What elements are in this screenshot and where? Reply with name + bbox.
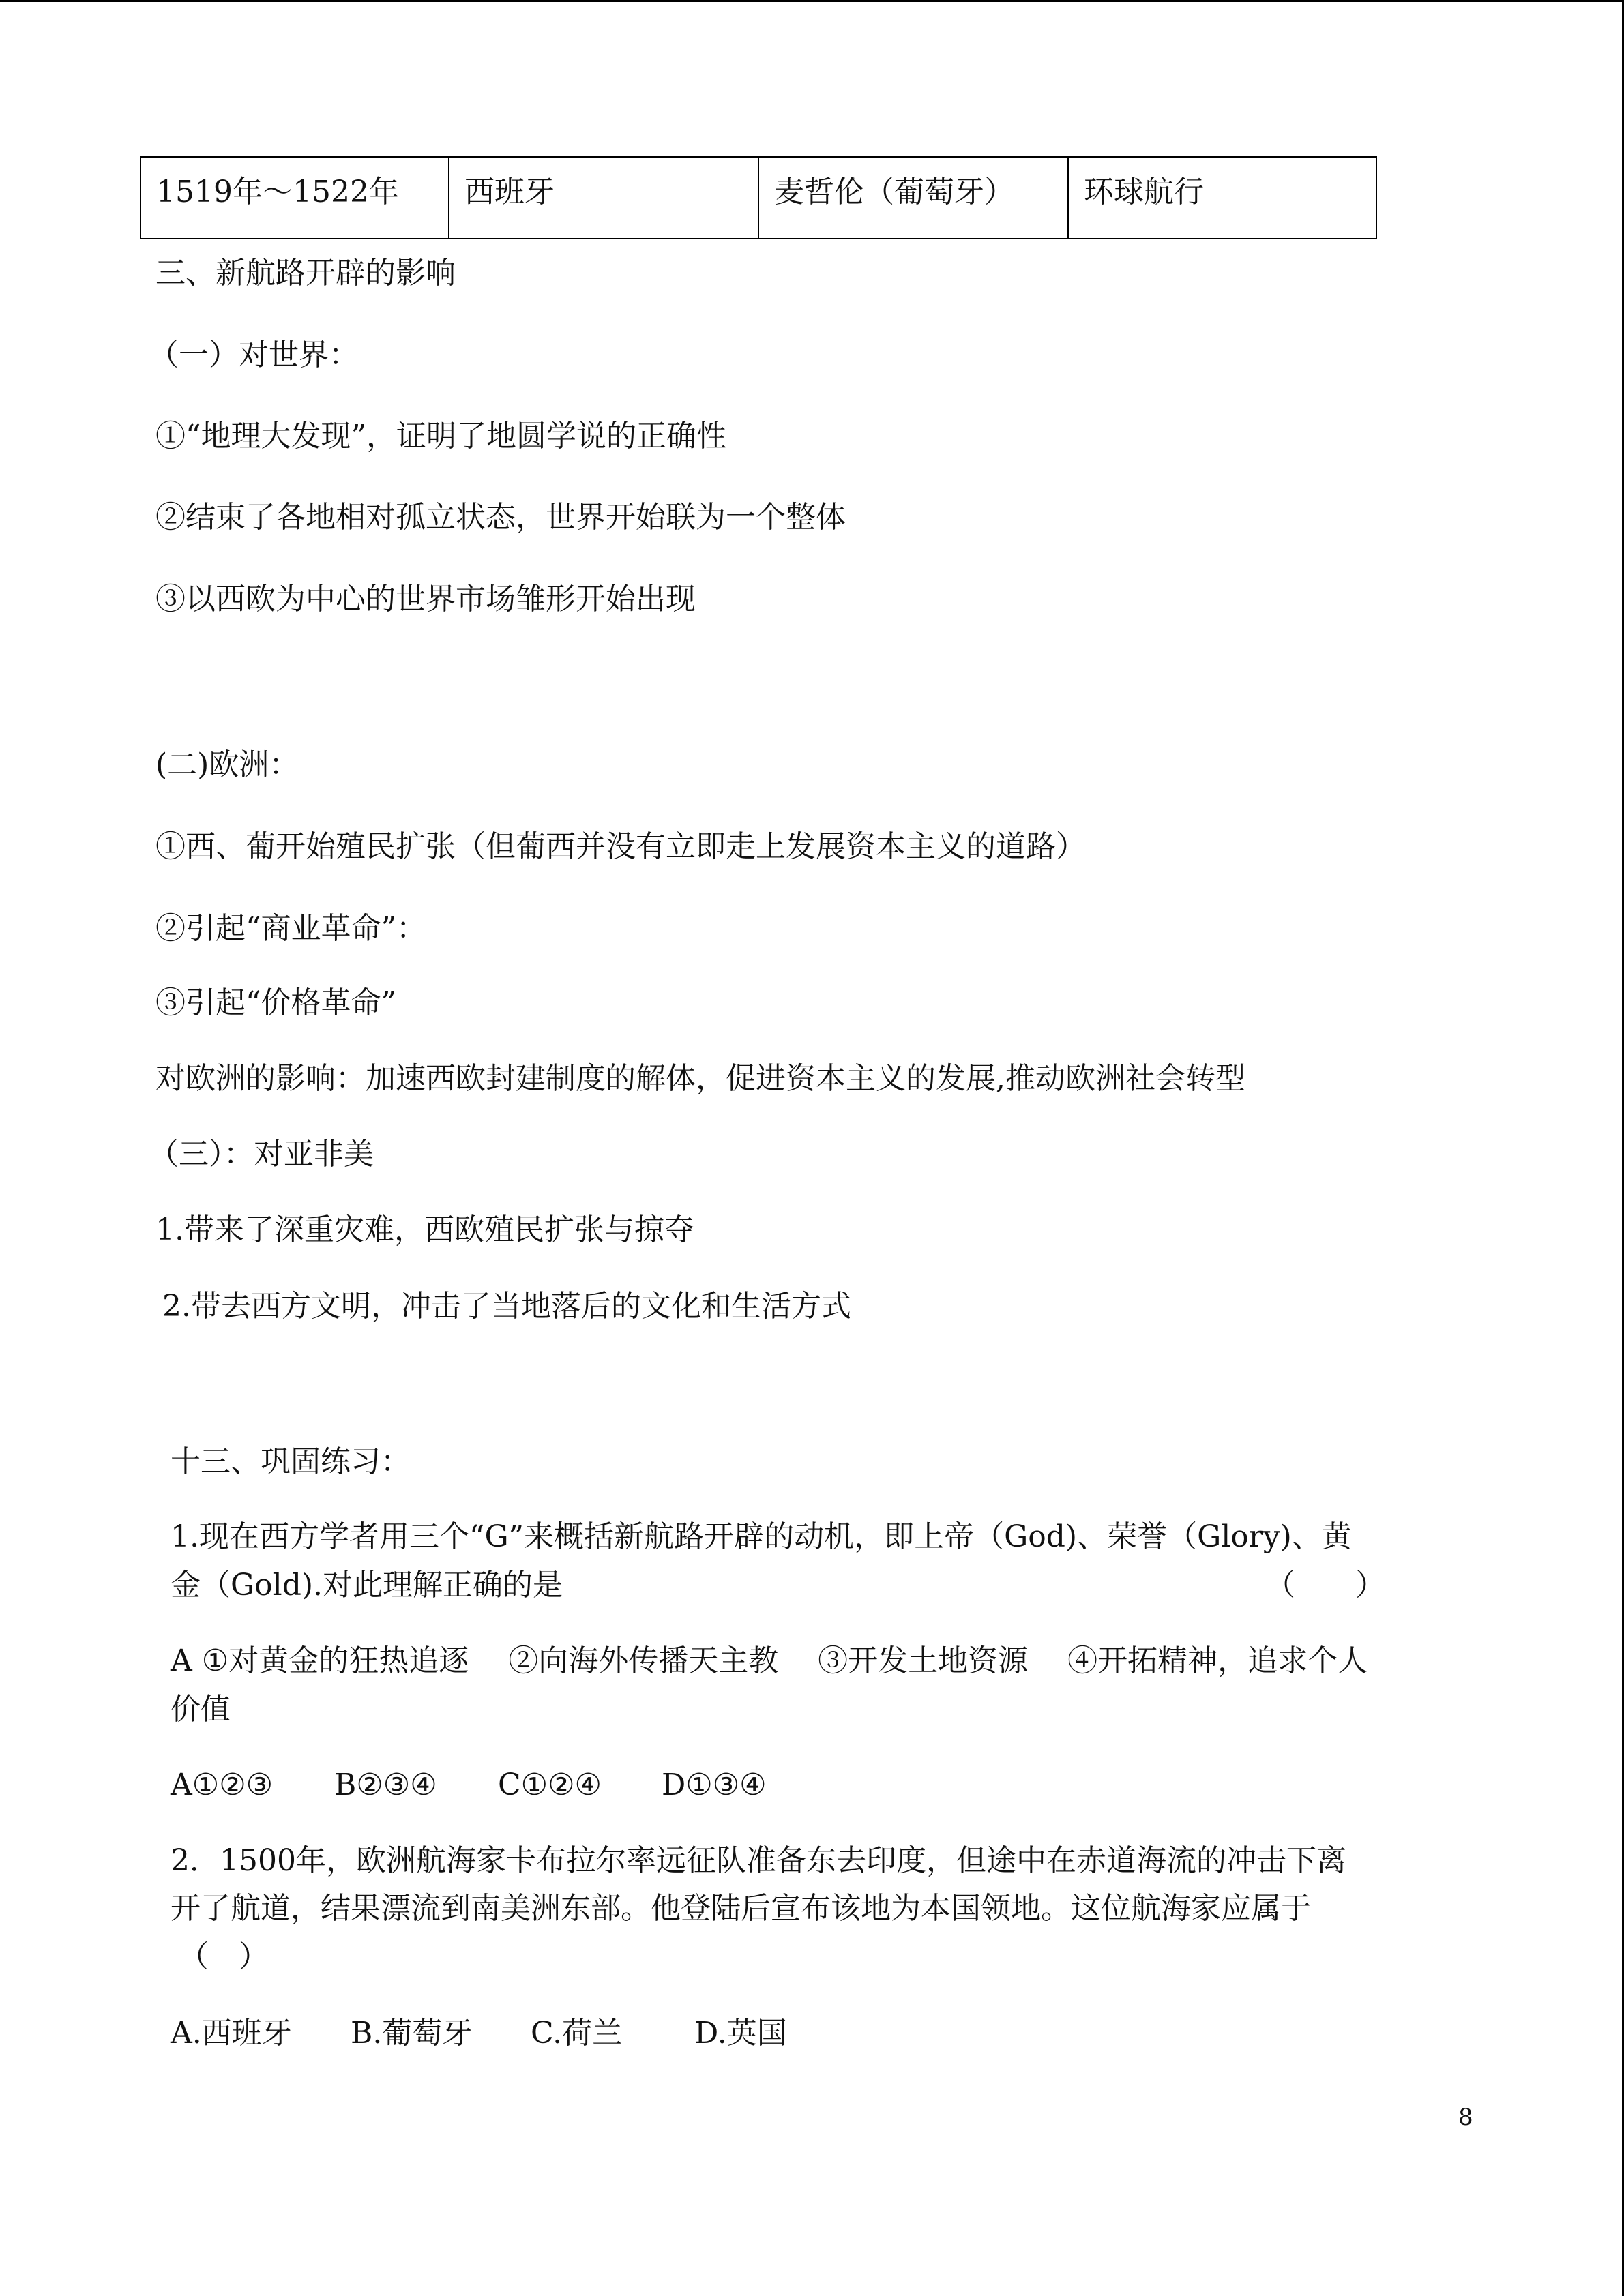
question-2-line-1: 2．1500年，欧洲航海家卡布拉尔率远征队准备东去印度，但途中在赤道海流的冲击下离 — [171, 1843, 1346, 1878]
option-a: A①②③ — [171, 1768, 274, 1802]
table-cell-navigator: 麦哲伦（葡萄牙） — [758, 157, 1068, 239]
question-1-stem-line-1: A ①对黄金的狂热追逐 ②向海外传播天主教 ③开发土地资源 ④开拓精神，追求个人 — [171, 1643, 1368, 1678]
option-b: B.葡萄牙 — [351, 2016, 473, 2051]
list-item: ①“地理大发现”，证明了地圆学说的正确性 — [156, 419, 726, 453]
list-item: ③引起“价格革命” — [156, 985, 396, 1020]
exercise-heading: 十三、巩固练习： — [171, 1444, 411, 1479]
subsection-heading-afro-asia: （三）：对亚非美 — [149, 1137, 374, 1172]
table-cell-achievement: 环球航行 — [1068, 157, 1376, 239]
list-item: ②结束了各地相对孤立状态，世界开始联为一个整体 — [156, 500, 846, 535]
list-item: 1.带来了深重灾难，西欧殖民扩张与掠夺 — [156, 1212, 694, 1247]
option-d: D.英国 — [694, 2016, 787, 2051]
question-1-line-2: 金（Gold).对此理解正确的是 — [171, 1568, 563, 1602]
question-1-line-1: 1.现在西方学者用三个“G”来概括新航路开辟的动机，即上帝（God)、荣誉（Glory)、黄 — [171, 1519, 1352, 1554]
list-item: 2.带去西方文明，冲击了当地落后的文化和生活方式 — [162, 1289, 851, 1324]
subsection-heading-europe: (二)欧洲： — [156, 747, 299, 782]
question-2-options — [171, 2009, 787, 2058]
voyage-table — [140, 156, 1377, 239]
option-b: B②③④ — [334, 1768, 437, 1802]
table-cell-country: 西班牙 — [449, 157, 758, 239]
section-heading: 三、新航路开辟的影响 — [156, 256, 456, 290]
question-1-stem-line-2: 价值 — [171, 1692, 231, 1727]
list-item: ①西、葡开始殖民扩张（但葡西并没有立即走上发展资本主义的道路） — [156, 829, 1086, 864]
list-item: ②引起“商业革命”： — [156, 911, 426, 946]
option-a: A.西班牙 — [171, 2016, 292, 2051]
question-1-options — [171, 1761, 767, 1810]
option-d: D①③④ — [662, 1768, 767, 1802]
option-c: C.荷兰 — [531, 2016, 623, 2051]
list-item: ③以西欧为中心的世界市场雏形开始出现 — [156, 582, 696, 616]
option-c: C①②④ — [498, 1768, 602, 1802]
question-2-line-3: （ ） — [179, 1939, 269, 1974]
europe-summary: 对欧洲的影响：加速西欧封建制度的解体，促进资本主义的发展,推动欧洲社会转型 — [156, 1061, 1245, 1096]
answer-blank: （ ） — [1265, 1568, 1385, 1602]
page-number: 8 — [1458, 2104, 1473, 2131]
question-2-line-2: 开了航道，结果漂流到南美洲东部。他登陆后宣布该地为本国领地。这位航海家应属于 — [171, 1891, 1311, 1926]
table-row — [141, 157, 1376, 239]
subsection-heading-world: （一）对世界： — [149, 338, 359, 372]
table-cell-date: 1519年～1522年 — [141, 157, 449, 239]
